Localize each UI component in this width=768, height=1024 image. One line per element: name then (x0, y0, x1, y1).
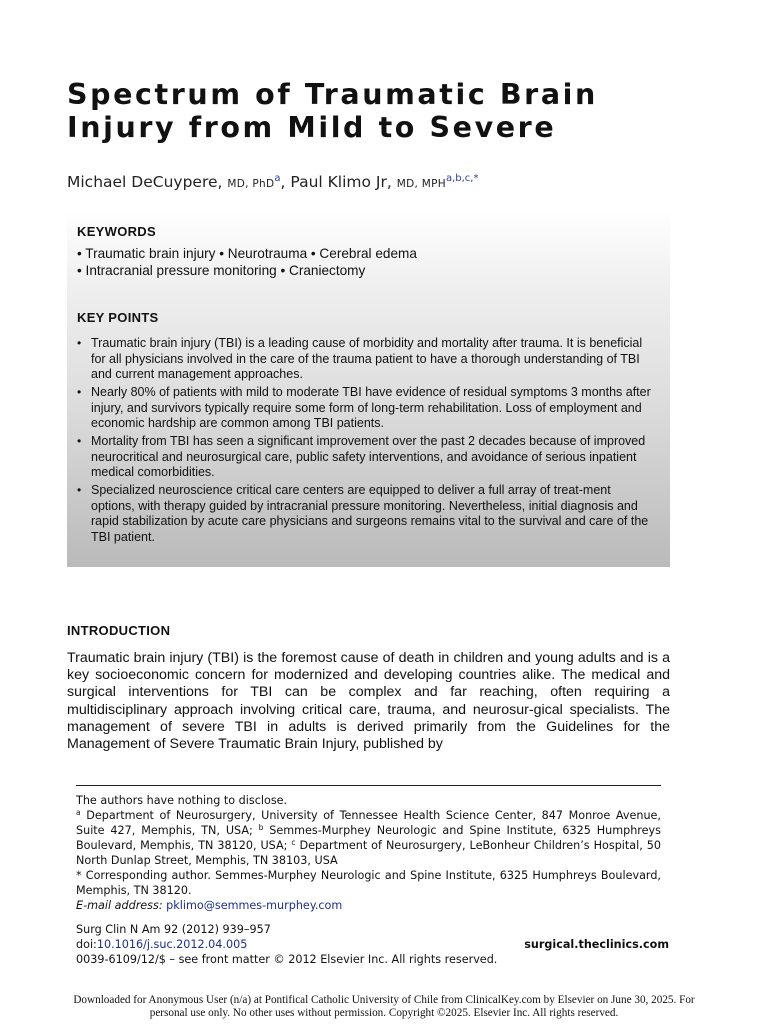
keywords-line-1: • Traumatic brain injury • Neurotrauma • Cerebral edema (77, 246, 417, 261)
affiliation-marker-b: b (258, 823, 264, 832)
email-note (76, 898, 661, 913)
introduction-paragraph: Traumatic brain injury (TBI) is the foremost cause of death in children and young adults and is a key socioeconomic concern for modernized and developing countries alike. The medical and surgical interventions for TBI can be complex and far reaching, often requiring a multidisciplinary approach involving critical care, trauma, and neurosur-gical specialists. The management of severe TBI in adults is derived primarily from the Guidelines for the Management of Severe Traumatic Brain Injury, published by (67, 650, 670, 753)
author-line (67, 173, 478, 191)
disclosure-note: The authors have nothing to disclose. (76, 794, 288, 807)
keywords-heading: KEYWORDS (77, 224, 156, 239)
bullet-icon: • (77, 336, 82, 350)
key-point-text: Nearly 80% of patients with mild to moderate TBI have evidence of residual symptoms 3 months after injury, and survivors typically require some form of long-term rehabilitation. Loss of employment and economic hardship are common among TBI patients. (91, 385, 651, 430)
affiliation-marker-c: c (291, 838, 296, 847)
author-2-affiliation-marker[interactable]: a,b,c,* (445, 173, 479, 184)
email-link[interactable]: pklimo@semmes-murphey.com (166, 899, 343, 912)
affiliations-note (76, 808, 661, 868)
key-point-text: Specialized neuroscience critical care centers are equipped to deliver a full array of treat-ment options, with therapy guided by intracranial pressure monitoring. Nevertheless, initial diagnosis and rapid stabilization by acute care physicians and surgeons remains vital to the survival and care of the TBI patient. (91, 483, 649, 544)
bullet-icon: • (77, 483, 82, 497)
affiliation-b: Semmes-Murphey Neurologic and Spine Institute, 6325 Humphreys Boulevard, Memphis, TN 38120, USA; (76, 824, 661, 852)
corresponding-author-note: * Corresponding author. Semmes-Murphey Neurologic and Spine Institute, 6325 Humphreys Boulevard, Memphis, TN 38120. (76, 869, 661, 897)
doi-label: doi: (76, 938, 97, 951)
key-point-item (77, 336, 655, 383)
author-1-affiliation-marker[interactable]: a (274, 173, 281, 184)
journal-website[interactable]: surgical.theclinics.com (524, 938, 669, 951)
issn-copyright-line: 0039-6109/12/$ – see front matter © 2012 Elsevier Inc. All rights reserved. (76, 953, 498, 966)
journal-citation: Surg Clin N Am 92 (2012) 939–957 (76, 923, 271, 936)
email-label: E-mail address: (76, 899, 163, 912)
introduction-heading: INTRODUCTION (67, 623, 171, 638)
bullet-icon: • (77, 385, 82, 399)
author-1-degrees: MD, PhD (227, 178, 275, 190)
affiliation-c: Department of Neurosurgery, LeBonheur Children’s Hospital, 50 North Dunlap Street, Memphis, TN 38103, USA (76, 839, 662, 867)
article-title (67, 78, 707, 144)
affiliation-marker-a: a (76, 808, 81, 817)
doi-link[interactable]: 10.1016/j.suc.2012.04.005 (96, 938, 248, 951)
author-2-degrees: MD, MPH (396, 178, 446, 190)
author-separator: , (280, 173, 286, 191)
key-points-heading: KEY POINTS (77, 310, 159, 325)
author-1-name: Michael DeCuypere, (67, 173, 223, 191)
keywords-line-2: • Intracranial pressure monitoring • Craniectomy (77, 263, 366, 278)
key-point-item (77, 434, 655, 481)
key-point-item (77, 385, 655, 432)
download-notice: Downloaded for Anonymous User (n/a) at Pontifical Catholic University of Chile from ClinicalKey.com by Elsevier on June 30, 2025. For personal use only. No other uses without permission. Copyright ©2025. Elsevier Inc. All rights reserved. (73, 994, 695, 1019)
key-point-text: Mortality from TBI has seen a significant improvement over the past 2 decades because of improved neurocritical and neurosurgical care, public safety interventions, and avoidance of serious inpatient medical comorbidities. (91, 434, 646, 479)
title-line-2: Injury from Mild to Severe (67, 111, 557, 144)
author-2-name: Paul Klimo Jr, (290, 173, 392, 191)
key-point-item (77, 483, 655, 545)
title-line-1: Spectrum of Traumatic Brain (67, 78, 598, 111)
key-point-text: Traumatic brain injury (TBI) is a leading cause of morbidity and mortality after trauma. It is beneficial for all physicians involved in the care of the trauma patient to have a thorough understanding of TBI and current management approaches. (91, 336, 643, 381)
doi-line (76, 938, 247, 951)
bullet-icon: • (77, 434, 82, 448)
affiliation-a: Department of Neurosurgery, University of Tennessee Health Science Center, 847 Monroe Avenue, Suite 427, Memphis, TN, USA; (76, 809, 661, 837)
footnote-divider (76, 785, 661, 786)
